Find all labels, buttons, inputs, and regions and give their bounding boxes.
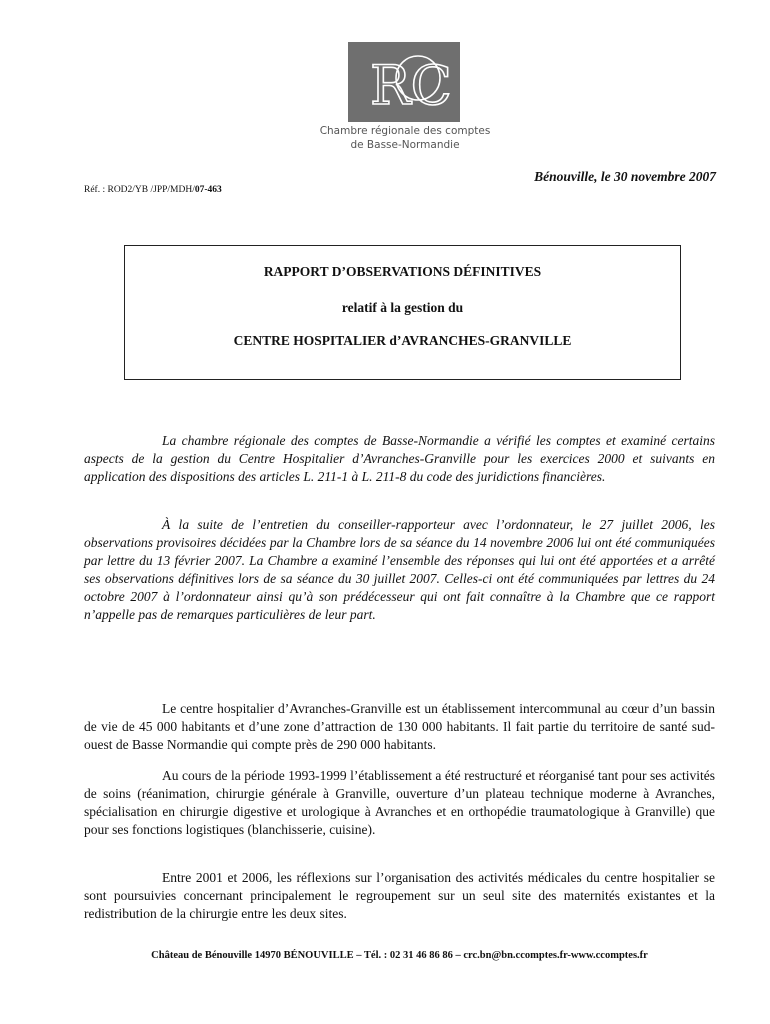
intro-paragraph-1: La chambre régionale des comptes de Basse-Normandie a vérifié les comptes et examiné certains aspects de la gestion du Centre Hospitalier d’Avranches-Granville pour les exercices 2000 et suivants en application des dispositions des articles L. 211-1 à L. 211-8 du code des juridictions financières. xyxy=(84,433,715,484)
body-paragraph-3: Entre 2001 et 2006, les réflexions sur l’organisation des activités médicales du centre hospitalier se sont poursuivies concernant principalement le regroupement sur un seul site des maternités existantes et la redistribution de la chirurgie entre les deux sites. xyxy=(84,870,715,921)
org-name-line2: de Basse-Normandie xyxy=(350,139,460,151)
logo-monogram xyxy=(348,42,460,122)
footer-address: Château de Bénouville 14970 BÉNOUVILLE – Tél. : 02 31 46 86 86 – crc.bn@bn.ccomptes.fr-www.ccomptes.fr xyxy=(151,950,648,961)
reference-prefix: Réf. : ROD2/YB /JPP/MDH/ xyxy=(84,185,195,195)
report-title-box xyxy=(124,245,681,380)
reference-line xyxy=(84,185,222,195)
reference-number: 07-463 xyxy=(194,185,222,195)
org-name xyxy=(300,124,510,152)
report-title: RAPPORT D’OBSERVATIONS DÉFINITIVES xyxy=(263,264,542,279)
body-paragraph-1: Le centre hospitalier d’Avranches-Granville est un établissement intercommunal au cœur d’un bassin de vie de 45 000 habitants et d’une zone d’attraction de 130 000 habitants. Il fait partie du territoire de santé sud-ouest de Basse Normandie qui compte près de 290 000 habitants. xyxy=(84,701,715,752)
intro-paragraph-2: À la suite de l’entretien du conseiller-rapporteur avec l’ordonnateur, le 27 juillet 2006, les observations provisoires décidées par la Chambre lors de sa séance du 14 novembre 2006 lui ont été communiquées par lettre du 13 février 2007. La Chambre a examiné l’ensemble des réponses qui lui ont été apportées et a arrêté ses observations définitives lors de sa séance du 30 juillet 2007. Celles-ci ont été communiquées par lettres du 24 octobre 2007 à l’ordonnateur ainsi qu’à son prédécesseur qui ont fait connaître à la Chambre que ce rapport n’appelle pas de remarques particulières de leur part. xyxy=(84,517,715,622)
logo xyxy=(348,42,460,122)
report-subtitle: relatif à la gestion du xyxy=(341,300,464,315)
org-name-line1: Chambre régionale des comptes xyxy=(319,125,491,137)
date-line: Bénouville, le 30 novembre 2007 xyxy=(534,169,716,184)
body-paragraph-2: Au cours de la période 1993-1999 l’établissement a été restructuré et réorganisé tant pour ses activités de soins (réanimation, chirurgie générale à Granville, ouverture d’un plateau technique moderne à Avranches, spécialisation en chirurgie digestive et urologique à Avranches et en orthopédie traumatologique à Granville) que pour ses fonctions logistiques (blanchisserie, cuisine). xyxy=(84,768,715,837)
logo-letter-r: RC xyxy=(370,54,452,117)
report-entity: CENTRE HOSPITALIER d’AVRANCHES-GRANVILLE xyxy=(233,333,572,348)
